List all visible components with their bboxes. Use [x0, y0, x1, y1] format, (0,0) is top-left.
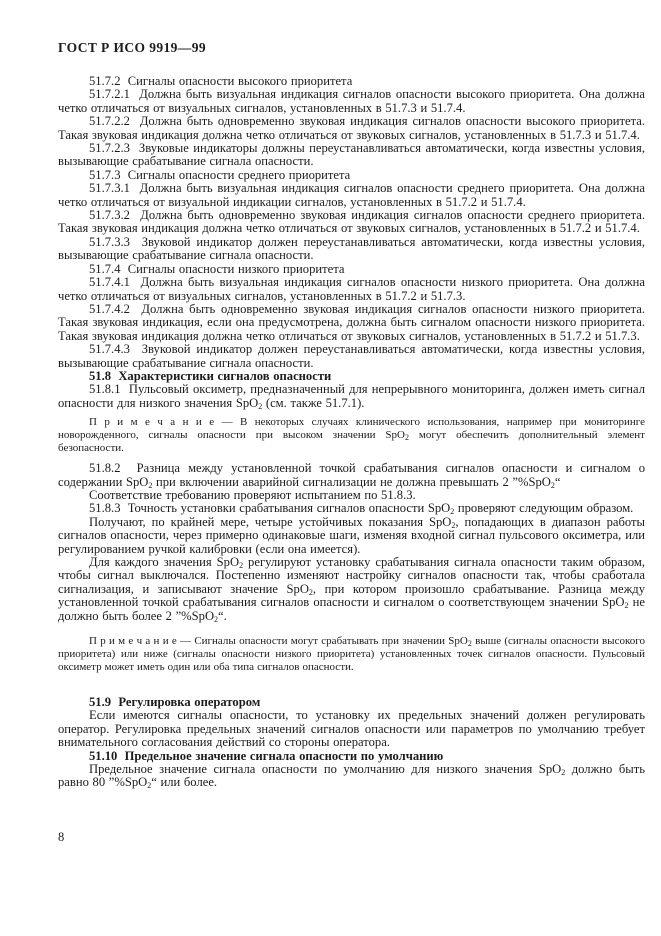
document-body: [58, 75, 645, 790]
paragraph: 51.8.1 Пульсовый оксиметр, предназначенный для непрерывного мониторинга, должен иметь сигнал опасности для низкого значения SpO$_2$ (см. также 51.7.1).: [58, 382, 645, 411]
paragraph: Предельное значение сигнала опасности по умолчанию для низкого значения SpO$_2$ должно быть равно 80 ”%SpO$_2$“ или более.: [58, 762, 645, 791]
paragraph: 51.7.3.2 Должна быть одновременно звуковая индикация сигналов опасности среднего приоритета. Такая звуковая индикация должна четко отличаться от звуковых сигналов, установленных в 51.7.2 и 51.7.4.: [58, 208, 645, 236]
paragraph: 51.7.2.2 Должна быть одновременно звуковая индикация сигналов опасности высокого приоритета. Такая звуковая индикация должна четко отличаться от звуковых сигналов, установленных в 51.7.3 и 51.7.4.: [58, 114, 645, 142]
paragraph: 51.7.4 Сигналы опасности низкого приоритета: [89, 261, 345, 276]
paragraph: 51.7.3.3 Звуковой индикатор должен переустанавливаться автоматически, когда известны условия, вызывающие срабатывание сигнала опасности.: [58, 234, 645, 263]
paragraph: 51.7.3.1 Должна быть визуальная индикация сигналов опасности среднего приоритета. Она должна четко отличаться от визуальной индикации сигналов, установленных в 51.7.2 и 51.7.4.: [58, 181, 645, 209]
document-header: ГОСТ Р ИСО 9919—99: [58, 40, 206, 55]
paragraph: 51.7.4.1 Должна быть визуальная индикация сигналов опасности низкого приоритета. Она должна четко отличаться от визуальных сигналов, установленных в 51.7.2 и 51.7.3.: [58, 275, 645, 303]
paragraph: 51.8.2 Разница между установленной точкой срабатывания сигналов опасности и сигналом о содержании SpO$_2$ при включении аварийной сигнализации не должна превышать 2 ”%SpO$_2$“: [58, 461, 645, 490]
page-number: 8: [58, 830, 65, 844]
paragraph: 51.7.2.3 Звуковые индикаторы должны переустанавливаться автоматически, когда известны условия, вызывающие срабатывание сигнала опасности.: [58, 141, 645, 169]
paragraph: 51.7.2.1 Должна быть визуальная индикация сигналов опасности высокого приоритета. Она должна четко отличаться от визуальных сигналов, установленных в 51.7.3 и 51.7.4.: [58, 87, 645, 115]
note-paragraph: П р и м е ч а н и е — В некоторых случаях клинического использования, например при мониторинге новорожденного, сигналы опасности при высоком значении SpO$_2$ могут обеспечить дополнительный элемент безопасности.: [58, 416, 645, 455]
section-heading: 51.9 Регулировка оператором: [89, 695, 261, 710]
section-heading: 51.10 Предельное значение сигнала опасности по умолчанию: [89, 748, 444, 763]
paragraph: Если имеются сигналы опасности, то установку их предельных значений должен регулировать оператор. Регулировка предельных значений сигналов опасности или параметров по умолчанию требует внимательного согласования действий со стороны оператора.: [58, 708, 645, 750]
paragraph: 51.7.4.2 Должна быть одновременно звуковая индикация сигналов опасности низкого приоритета. Такая звуковая индикация, если она предусмотрена, должна быть сигналом опасности низкого приоритета. Такая звуковая индикация должна четко отличаться от звуковых сигналов, установленных в 51.7.2 и 51.7.3.: [58, 301, 645, 343]
paragraph: 51.7.4.3 Звуковой индикатор должен переустанавливаться автоматически, когда известны условия, вызывающие срабатывание сигнала опасности.: [58, 342, 645, 370]
paragraph: 51.7.3 Сигналы опасности среднего приоритета: [89, 167, 351, 182]
paragraph: Получают, по крайней мере, четыре устойчивых показания SpO$_2$, попадающих в диапазон работы сигналов опасности, через примерно одинаковые шаги, изменяя входной сигнал пульсового оксиметра, или регулированием ручкой калибровки (если она имеется).: [58, 514, 646, 556]
paragraph: Соответствие требованию проверяют испытанием по 51.8.3.: [89, 487, 416, 502]
paragraph: 51.7.2 Сигналы опасности высокого приоритета: [89, 74, 353, 88]
note-paragraph: П р и м е ч а н и е — Сигналы опасности могут срабатывать при значении SpO$_2$ выше (сигналы опасности высокого приоритета) или ниже (сигналы опасности низкого приоритета) установленных точек сигналов опасности. Пульсовый оксиметр может иметь один или оба типа сигналов опасности.: [58, 635, 645, 674]
paragraph: 51.8.3 Точность установки срабатывания сигналов опасности SpO$_2$ проверяют следующим образом.: [89, 501, 634, 517]
section-heading: 51.8 Характеристики сигналов опасности: [89, 368, 332, 383]
paragraph: Для каждого значения SpO$_2$ регулируют установку срабатывания сигнала опасности таким образом, чтобы сигнал выключался. Постепенно изменяют настройку сигналов опасности так, чтобы сработала сигнализация, и записывают значение SpO$_2$, при котором произошло срабатывание. Разница между установленной точкой срабатывания сигналов опасности и сигналом о соответствующем значении SpO$_2$ не должно быть более 2 ”%SpO$_2$“.: [58, 555, 646, 624]
